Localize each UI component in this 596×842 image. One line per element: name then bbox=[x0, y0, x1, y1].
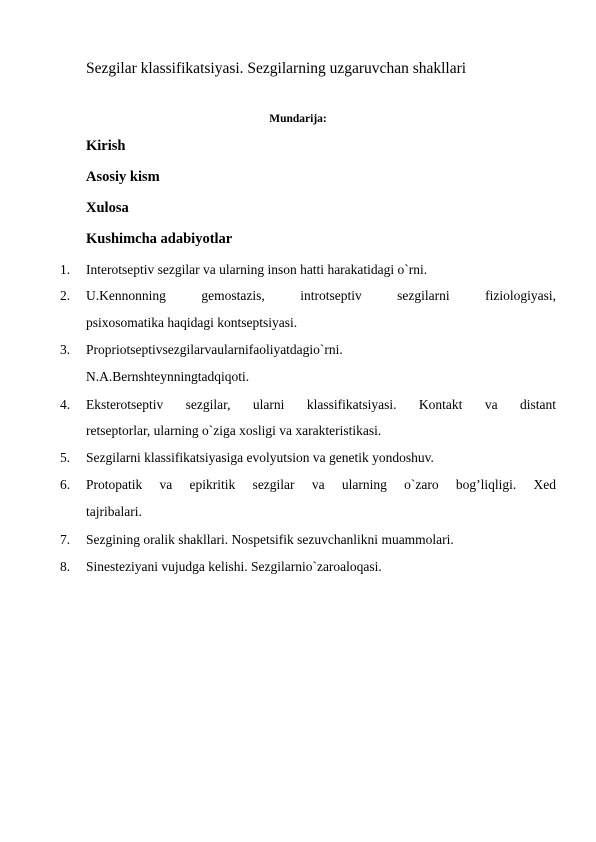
list-item-text: Protopatik va epikritik sezgilar va ularning o`zaro bog’liqligi. Xed bbox=[86, 477, 556, 492]
toc-item-xulosa: Xulosa bbox=[86, 200, 129, 216]
list-item-text: N.A.Bernshteynningtadqiqoti. bbox=[86, 369, 250, 384]
list-item-number: 1. bbox=[60, 262, 71, 277]
toc-heading: Mundarija: bbox=[269, 113, 327, 125]
list-item-number: 5. bbox=[60, 450, 71, 465]
toc-item-kushimcha-adabiyotlar: Kushimcha adabiyotlar bbox=[86, 231, 233, 247]
list-item-text: U.Kennonning gemostazis, introtseptiv sezgilarni fiziologiyasi, bbox=[86, 288, 556, 303]
list-item-number: 2. bbox=[60, 288, 71, 303]
list-item-text: Eksterotseptiv sezgilar, ularni klassifikatsiyasi. Kontakt va distant bbox=[86, 397, 556, 412]
list-item-number: 7. bbox=[60, 532, 71, 547]
toc-item-kirish: Kirish bbox=[86, 138, 126, 154]
list-item-text: retseptorlar, ularning o`ziga xosligi va xarakteristikasi. bbox=[86, 423, 382, 438]
list-item-text: Interotseptiv sezgilar va ularning inson hatti harakatidagi o`rni. bbox=[86, 262, 428, 277]
list-item-text: Sezgining oralik shakllari. Nospetsifik sezuvchanlikni muammolari. bbox=[86, 532, 454, 547]
list-item-text: Sinesteziyani vujudga kelishi. Sezgilarnio`zaroaloqasi. bbox=[86, 559, 382, 574]
list-item-number: 8. bbox=[60, 559, 71, 574]
list-item-number: 6. bbox=[60, 477, 71, 492]
list-item-text: tajribalari. bbox=[86, 504, 142, 519]
list-item-text: Propriotseptivsezgilarvaularnifaoliyatdagio`rni. bbox=[86, 342, 343, 357]
list-item-text: psixosomatika haqidagi kontseptsiyasi. bbox=[86, 315, 298, 330]
document-title: Sezgilar klassifikatsiyasi. Sezgilarning uzgaruvchan shakllari bbox=[86, 60, 467, 77]
list-item-number: 4. bbox=[60, 397, 71, 412]
toc-item-asosiy-kism: Asosiy kism bbox=[86, 169, 160, 185]
list-item-number: 3. bbox=[60, 342, 71, 357]
list-item-text: Sezgilarni klassifikatsiyasiga evolyutsion va genetik yondoshuv. bbox=[86, 450, 434, 465]
